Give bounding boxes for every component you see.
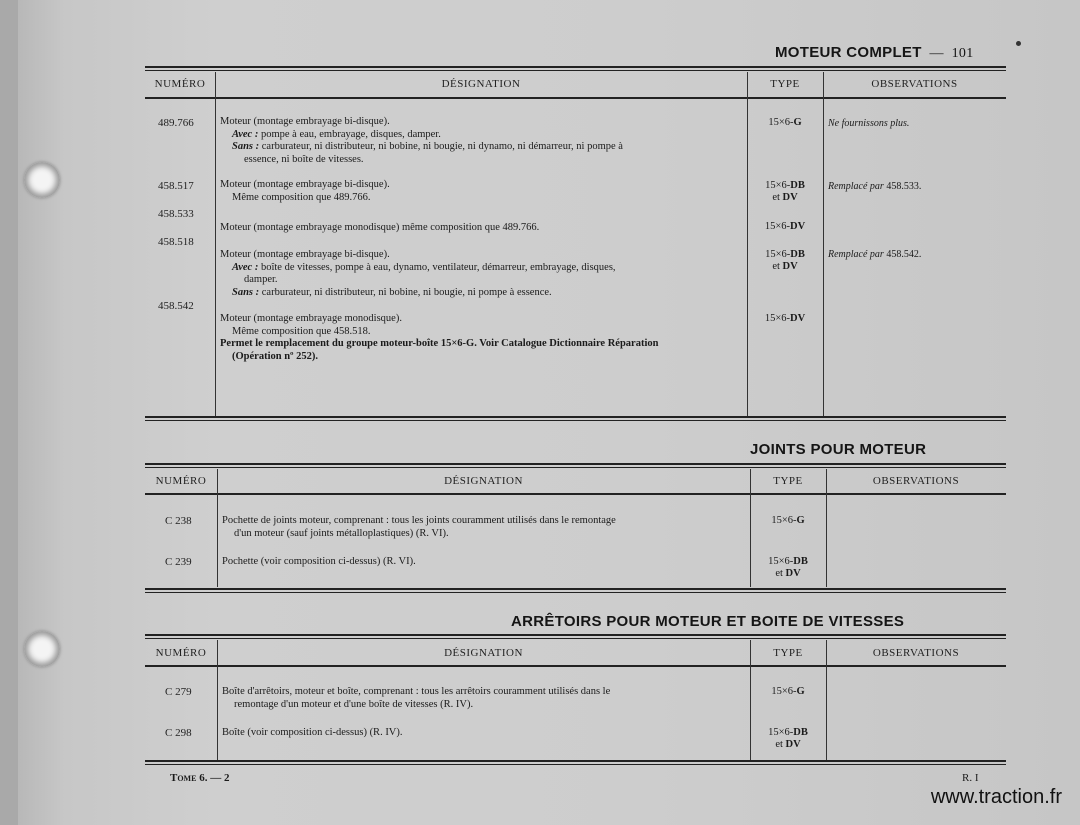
- type-prefix: 15×6-: [771, 686, 797, 697]
- type-line: [750, 727, 826, 739]
- obs-text: Remplacé par: [828, 249, 887, 260]
- designation-line: damper.: [244, 274, 278, 285]
- sans-label: Sans :: [232, 286, 260, 298]
- website-watermark[interactable]: www.traction.fr: [930, 786, 1062, 808]
- observation: [828, 249, 921, 260]
- section-title-arretoirs: ARRÊTOIRS POUR MOTEUR ET BOITE DE VITESSES: [511, 613, 905, 630]
- table2-bottom-rule: [145, 588, 1006, 590]
- col-header-designation: DÉSIGNATION: [444, 475, 523, 487]
- part-number: C 298: [165, 727, 192, 739]
- part-number: C 239: [165, 556, 192, 568]
- type-line: [750, 568, 826, 580]
- table2-header-rule: [145, 493, 1006, 495]
- designation-avec-line: [220, 129, 623, 142]
- type-value: [750, 727, 826, 751]
- type-value: [750, 686, 826, 698]
- part-number: 458.542: [158, 300, 194, 312]
- designation: [220, 116, 623, 166]
- type-code: DV: [785, 739, 801, 750]
- col-header-designation: DÉSIGNATION: [444, 647, 523, 659]
- designation: [222, 515, 616, 540]
- type-value: [747, 180, 823, 204]
- designation-line: Boîte d'arrêtoirs, moteur et boîte, comprenant : tous les arrêtoirs couramment utilisés dans le: [222, 686, 611, 697]
- type-code: DV: [785, 568, 801, 579]
- designation: [220, 222, 539, 235]
- section-title-joints: JOINTS POUR MOTEUR: [750, 441, 927, 458]
- col-header-observations: OBSERVATIONS: [871, 78, 958, 90]
- sans-text: carburateur, ni distributeur, ni bobine, ni bougie, ni dynamo, ni démarreur, ni pompe à: [259, 141, 623, 152]
- type-line: [750, 556, 826, 568]
- designation-avec-line: [220, 262, 616, 275]
- type-value: [750, 515, 826, 527]
- section-title-moteur-complet: MOTEUR COMPLET: [775, 44, 922, 61]
- type-code: DB: [793, 556, 808, 567]
- col-header-numero: NUMÉRO: [155, 647, 207, 659]
- part-number: C 238: [165, 515, 192, 527]
- avec-label: Avec :: [232, 128, 259, 140]
- footer-reference: R. I: [962, 772, 979, 784]
- col-header-type: TYPE: [773, 475, 803, 487]
- type-prefix: 15×6-: [771, 515, 797, 526]
- page-header: [775, 44, 974, 62]
- sans-label: Sans :: [232, 141, 260, 152]
- footer-volume: Tome 6. — 2: [170, 772, 230, 784]
- designation-line: Pochette de joints moteur, comprenant : tous les joints couramment utilisés dans le remontage: [222, 515, 616, 526]
- designation-line: Boîte (voir composition ci-dessus) (R. IV).: [222, 727, 403, 738]
- footer-rule: [145, 764, 1006, 765]
- type-code: G: [796, 515, 805, 526]
- designation: [222, 686, 610, 711]
- table1-bottom-rule-2: [145, 420, 1006, 421]
- type-code: G: [793, 117, 802, 128]
- type-value: [747, 117, 823, 129]
- table1-col-divider-1: [215, 72, 216, 416]
- type-code: DV: [790, 221, 806, 232]
- table1-header-rule: [145, 97, 1006, 99]
- designation: [222, 727, 403, 740]
- col-header-numero: NUMÉRO: [155, 475, 207, 487]
- col-header-observations: OBSERVATIONS: [872, 647, 960, 659]
- table3-top-rule: [145, 634, 1006, 636]
- part-number: C 279: [165, 686, 192, 698]
- type-conj: et: [772, 192, 783, 203]
- table3-bottom-rule: [145, 760, 1006, 762]
- obs-ref: 458.533.: [886, 181, 922, 192]
- type-value: [747, 249, 823, 273]
- type-code: DV: [782, 261, 798, 272]
- designation-line: Même composition que 489.766.: [232, 191, 371, 203]
- header-dash: —: [925, 46, 948, 61]
- col-header-observations: OBSERVATIONS: [872, 475, 960, 487]
- table1-col-divider-3: [823, 72, 824, 416]
- type-conj: et: [775, 568, 786, 579]
- type-prefix: 15×6-: [764, 221, 790, 232]
- part-number: 458.517: [158, 180, 194, 192]
- avec-text: pompe à eau, embrayage, disques, damper.: [258, 128, 441, 140]
- type-prefix: 15×6-: [765, 249, 791, 260]
- type-code: DB: [790, 249, 805, 260]
- type-line: [747, 192, 823, 204]
- obs-ref: 458.542.: [886, 249, 922, 260]
- table1-top-rule-2: [145, 70, 1006, 71]
- designation-line: Moteur (montage embrayage bi-disque).: [220, 116, 390, 127]
- designation-line: essence, ni boîte de vitesses.: [244, 153, 364, 165]
- designation-line: Même composition que 458.518.: [232, 325, 371, 337]
- obs-text: Remplacé par: [828, 181, 887, 192]
- designation: [220, 313, 658, 363]
- table1-top-rule: [145, 66, 1006, 68]
- binder-hole-top: [24, 162, 60, 198]
- designation-line: remontage d'un moteur et d'une boîte de vitesses (R. IV).: [234, 698, 474, 710]
- ink-dot: [1016, 41, 1021, 46]
- designation-line: Pochette (voir composition ci-dessus) (R. VI).: [222, 556, 416, 567]
- designation-line: d'un moteur (sauf joints métalloplastiques) (R. VI).: [234, 527, 449, 539]
- designation-line: Moteur (montage embrayage bi-disque).: [220, 179, 390, 190]
- type-value: [750, 556, 826, 580]
- part-number: 458.518: [158, 236, 194, 248]
- table1-bottom-rule: [145, 416, 1006, 418]
- binder-hole-bottom: [24, 631, 60, 667]
- designation-line: (Opération nº 252).: [232, 350, 319, 362]
- part-number: 458.533: [158, 208, 194, 220]
- designation-line: Moteur (montage embrayage monodisque) même composition que 489.766.: [220, 222, 540, 233]
- page-number: 101: [951, 46, 974, 61]
- table3-header-rule: [145, 665, 1006, 667]
- type-line: [747, 180, 823, 192]
- col-header-numero: NUMÉRO: [154, 78, 206, 90]
- designation: [220, 249, 616, 299]
- observation: Ne fournissons plus.: [828, 118, 910, 129]
- designation-line: Permet le remplacement du groupe moteur-boîte 15×6-G. Voir Catalogue Dictionnaire Réparation: [220, 338, 659, 349]
- designation-sans-line: [220, 287, 616, 300]
- type-value: [747, 221, 823, 233]
- type-prefix: 15×6-: [765, 180, 791, 191]
- type-conj: et: [772, 261, 783, 272]
- table3-top-rule-2: [145, 638, 1006, 639]
- type-value: [747, 313, 823, 325]
- col-header-type: TYPE: [770, 78, 800, 90]
- table2-bottom-rule-2: [145, 592, 1006, 593]
- avec-label: Avec :: [232, 261, 259, 273]
- type-code: DB: [790, 180, 805, 191]
- type-line: [747, 249, 823, 261]
- type-line: [747, 261, 823, 273]
- type-code: DV: [790, 313, 806, 324]
- designation: [220, 179, 390, 204]
- type-prefix: 15×6-: [764, 313, 790, 324]
- part-number: 489.766: [158, 117, 194, 129]
- type-conj: et: [775, 739, 786, 750]
- avec-text: boîte de vitesses, pompe à eau, dynamo, ventilateur, démarreur, embrayage, disques,: [258, 261, 616, 273]
- type-code: DV: [782, 192, 798, 203]
- col-header-designation: DÉSIGNATION: [441, 78, 521, 90]
- observation: [828, 181, 921, 192]
- type-prefix: 15×6-: [768, 727, 794, 738]
- sans-text: carburateur, ni distributeur, ni bobine, ni bougie, ni pompe à essence.: [259, 286, 552, 298]
- designation-sans-line: [220, 141, 623, 154]
- designation: [222, 556, 416, 569]
- col-header-type: TYPE: [773, 647, 803, 659]
- type-code: DB: [793, 727, 808, 738]
- page-edge: [0, 0, 18, 825]
- type-line: [750, 739, 826, 751]
- type-prefix: 15×6-: [768, 556, 794, 567]
- designation-line: Moteur (montage embrayage monodisque).: [220, 313, 402, 324]
- table2-top-rule-2: [145, 467, 1006, 468]
- table2-top-rule: [145, 463, 1006, 465]
- type-prefix: 15×6-: [768, 117, 794, 128]
- designation-line: Moteur (montage embrayage bi-disque).: [220, 249, 390, 260]
- type-code: G: [796, 686, 805, 697]
